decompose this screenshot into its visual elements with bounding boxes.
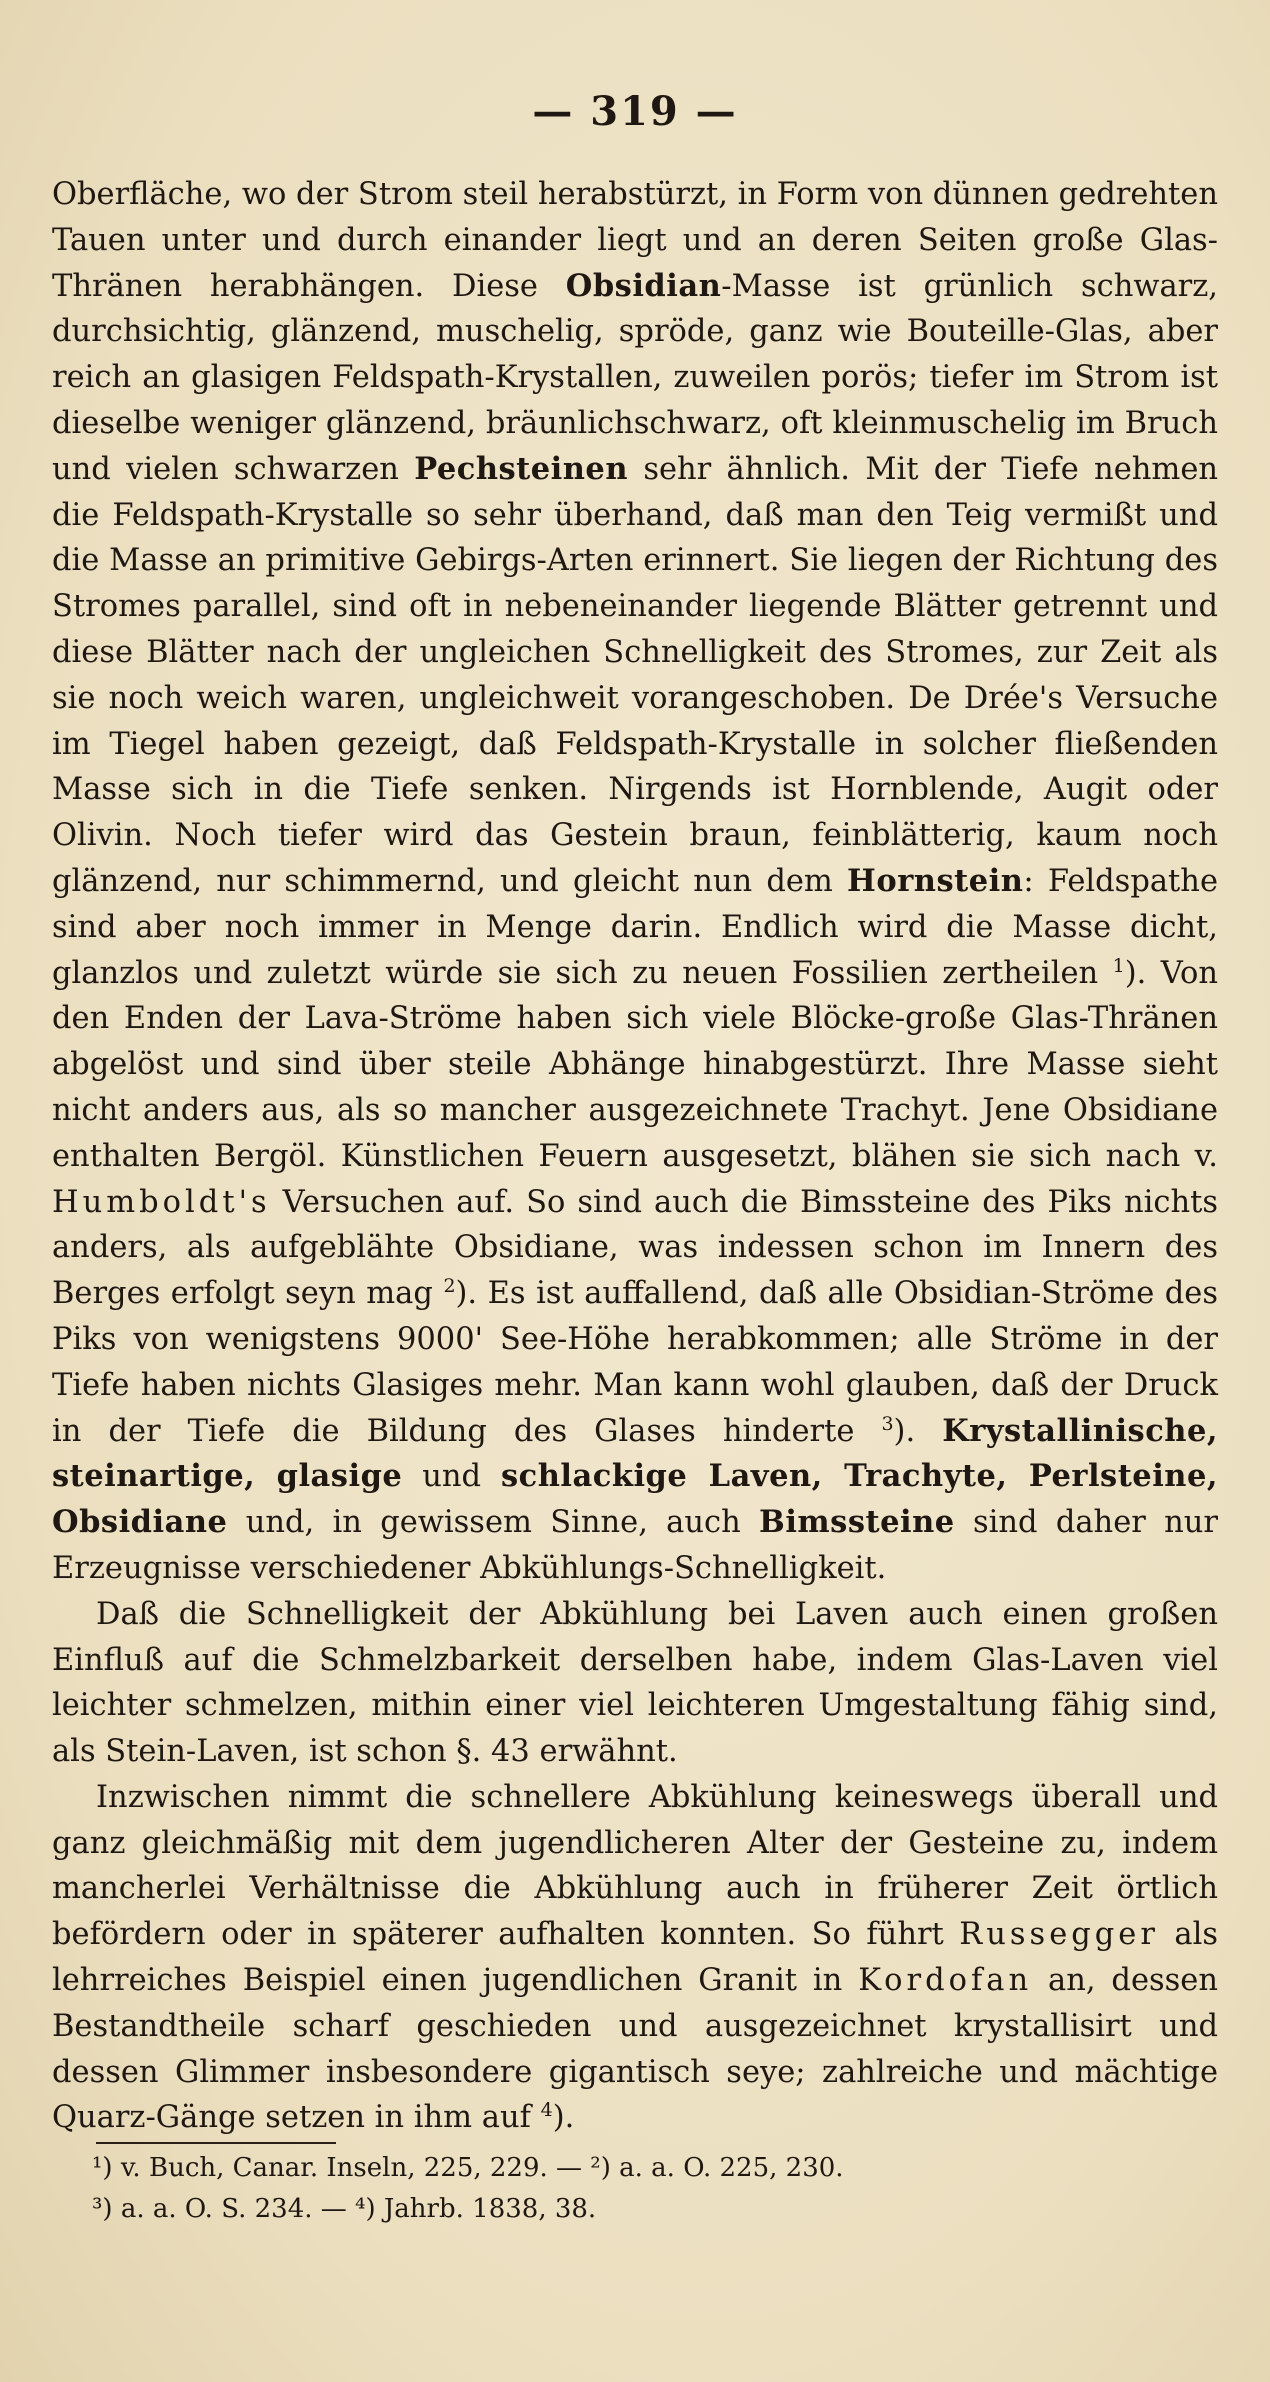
footnote-marker: 2 [443,1274,456,1297]
emphasized-term: Bimssteine [759,1504,955,1541]
footnotes [92,2148,1192,2230]
emphasized-term: schlackige Laven, Trachyte, Perlsteine, Obsidiane [52,1458,1218,1541]
footnote-divider [96,2142,336,2144]
paragraph [52,1592,1218,1775]
emphasized-term: Pechsteinen [414,450,629,487]
footnote-marker: 3 [881,1412,894,1435]
text-run: ). [893,1413,943,1449]
footnote-line: ¹) v. Buch, Canar. Inseln, 225, 229. — ²) a. a. O. 225, 230. [92,2153,844,2183]
emphasized-term: Hornstein [847,862,1024,899]
text-run: Oberfläche, wo der Strom steil herabstürzt, in Form von dünnen gedrehten Tauen unter und durch einander liegt und an deren Seiten große Glas-Thränen herabhängen. Diese [52,177,1218,304]
footnote-marker: 4 [540,2099,553,2122]
emphasized-term: Krystallinische, steinartige, glasige [52,1412,1218,1495]
text-run: und [402,1459,501,1495]
spaced-name: Kordofan [858,1963,1033,1999]
emphasized-term: Obsidian [565,267,722,304]
text-run: als lehrreiches Beispiel einen jugendlichen Granit in [52,1917,1218,1999]
text-run: ). Von den Enden der Lava-Ströme haben sich viele Blöcke-große Glas-Thränen abgelöst und sind über steile Abhänge hinabgestürzt. Ihre Masse sieht nicht anders aus, als so mancher ausgezeichnete Trachyt. Jene Obsidiane enthalten Bergöl. Künstlichen Feuern ausgesetzt, blähen sie sich nach v. [52,955,1218,1174]
text-run: -Masse ist grünlich schwarz, durchsichtig, glänzend, muschelig, spröde, ganz wie Bouteille-Glas, aber reich an glasigen Feldspath-Krystallen, zuweilen porös; tiefer im Strom ist dieselbe weniger glänzend, bräunlichschwarz, oft kleinmuschelig im Bruch und vielen schwarzen [52,268,1218,487]
text-run: sind daher nur Erzeugnisse verschiedener Abkühlungs-Schnelligkeit. [52,1505,1218,1586]
text-run: und, in gewissem Sinne, auch [227,1505,760,1541]
footnote-marker: 1 [1112,954,1125,977]
spaced-name: Humboldt's [52,1184,271,1220]
text-run: : Feldspathe sind aber noch immer in Menge darin. Endlich wird die Masse dicht, glanzlos und zuletzt würde sie sich zu neuen Fossilien zertheilen [52,863,1218,991]
spaced-name: Russegger [959,1917,1159,1953]
paragraph [52,172,1218,1592]
body-text [52,172,1218,2141]
footnote-line: ³) a. a. O. S. 234. — ⁴) Jahrb. 1838, 38. [92,2194,597,2224]
text-run: Daß die Schnelligkeit der Abkühlung bei Laven auch einen großen Einfluß auf die Schmelzbarkeit derselben habe, indem Glas-Laven viel leichter schmelzen, mithin einer viel leichteren Umgestaltung fähig sind, als Stein-Laven, ist schon §. 43 erwähnt. [52,1596,1218,1770]
text-run: ). [552,2100,575,2136]
text-run: an, dessen Bestandtheile scharf geschieden und ausgezeichnet krystallisirt und dessen Glimmer insbesondere gigantisch seye; zahlreiche und mächtige Quarz-Gänge setzen in ihm auf [52,1963,1218,2136]
text-run: ). Es ist auffallend, daß alle Obsidian-Ströme des Piks von wenigstens 9000' See-Höhe herabkommen; alle Ströme in der Tiefe haben nichts Glasiges mehr. Man kann wohl glauben, daß der Druck in der Tiefe die Bildung des Glases hinderte [52,1276,1219,1449]
text-run: sehr ähnlich. Mit der Tiefe nehmen die Feldspath-Krystalle so sehr überhand, daß man den Teig vermißt und die Masse an primitive Gebirgs-Arten erinnert. Sie liegen der Richtung des Stromes parallel, sind oft in nebeneinander liegende Blätter getrennt und diese Blätter nach der ungleichen Schnelligkeit des Stromes, zur Zeit als sie noch weich waren, ungleichweit vorangeschoben. De Drée's Versuche im Tiegel haben gezeigt, daß Feldspath-Krystalle in solcher fließenden Masse sich in die Tiefe senken. Nirgends ist Hornblende, Augit oder Olivin. Noch tiefer wird das Gestein braun, feinblätterig, kaum noch glänzend, nur schimmernd, und gleicht nun dem [52,451,1219,899]
page-number: — 319 — [532,88,738,135]
text-run: Inzwischen nimmt die schnellere Abkühlung keineswegs überall und ganz gleichmäßig mit dem jugendlicheren Alter der Gesteine zu, indem mancherlei Verhältnisse die Abkühlung auch in früherer Zeit örtlich befördern oder in späterer aufhalten konnten. So führt [52,1779,1218,1953]
paragraph [52,1775,1218,2141]
text-run: Versuchen auf. So sind auch die Bimssteine des Piks nichts anders, als aufgeblähte Obsidiane, was indessen schon im Innern des Berges erfolgt seyn mag [52,1184,1218,1312]
